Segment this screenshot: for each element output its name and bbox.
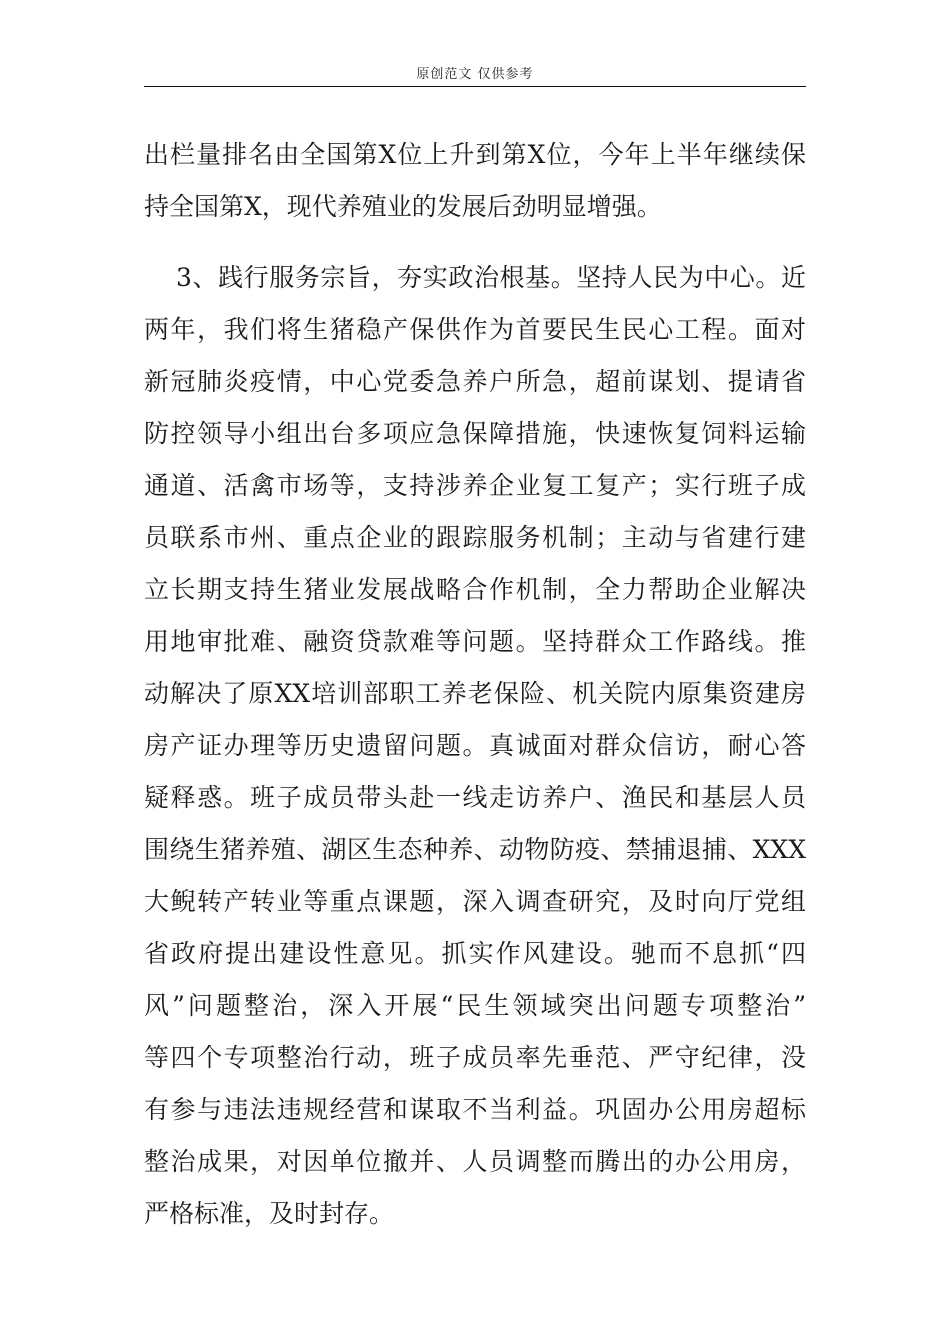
text-line: 风”问题整治，深入开展“民生领域突出问题专项整治” xyxy=(144,991,806,1020)
text-line: 防控领导小组出台多项应急保障措施，快速恢复饲料运输 xyxy=(144,419,806,448)
text-line: 严格标准，及时封存。 xyxy=(144,1199,395,1228)
page-header: 原创范文 仅供参考 xyxy=(416,67,534,82)
text-line: 有参与违法违规经营和谋取不当利益。巩固办公用房超标 xyxy=(144,1095,806,1124)
text-line: 两年，我们将生猪稳产保供作为首要民生民心工程。面对 xyxy=(144,315,806,344)
paragraph-2 xyxy=(144,252,806,1240)
text-line: 围绕生猪养殖、湖区生态种养、动物防疫、禁捕退捕、XXX xyxy=(144,835,806,864)
header-divider xyxy=(144,86,806,87)
text-line: 疑释惑。班子成员带头赴一线走访养户、渔民和基层人员 xyxy=(144,783,806,812)
text-line: 员联系市州、重点企业的跟踪服务机制；主动与省建行建 xyxy=(144,523,806,552)
text-line: 房产证办理等历史遗留问题。真诚面对群众信访，耐心答 xyxy=(144,731,806,760)
document-body xyxy=(144,129,806,1240)
text-line: 大鲵转产转业等重点课题，深入调查研究，及时向厅党组 xyxy=(144,887,806,916)
text-line: 用地审批难、融资贷款难等问题。坚持群众工作路线。推 xyxy=(144,627,806,656)
text-line: 3、践行服务宗旨，夯实政治根基。坚持人民为中心。近 xyxy=(176,263,806,292)
text-line: 新冠肺炎疫情，中心党委急养户所急，超前谋划、提请省 xyxy=(144,367,806,396)
text-line: 出栏量排名由全国第X位上升到第X位，今年上半年继续保 xyxy=(144,140,806,169)
text-line: 持全国第X，现代养殖业的发展后劲明显增强。 xyxy=(144,192,662,221)
text-line: 省政府提出建设性意见。抓实作风建设。驰而不息抓“四 xyxy=(144,939,806,968)
paragraph-1 xyxy=(144,129,806,233)
text-line: 立长期支持生猪业发展战略合作机制，全力帮助企业解决 xyxy=(144,575,806,604)
text-line: 动解决了原XX培训部职工养老保险、机关院内原集资建房 xyxy=(144,679,806,708)
text-line: 通道、活禽市场等，支持涉养企业复工复产；实行班子成 xyxy=(144,471,806,500)
text-line: 整治成果，对因单位撤并、人员调整而腾出的办公用房， xyxy=(144,1147,806,1176)
text-line: 等四个专项整治行动，班子成员率先垂范、严守纪律，没 xyxy=(144,1043,806,1072)
